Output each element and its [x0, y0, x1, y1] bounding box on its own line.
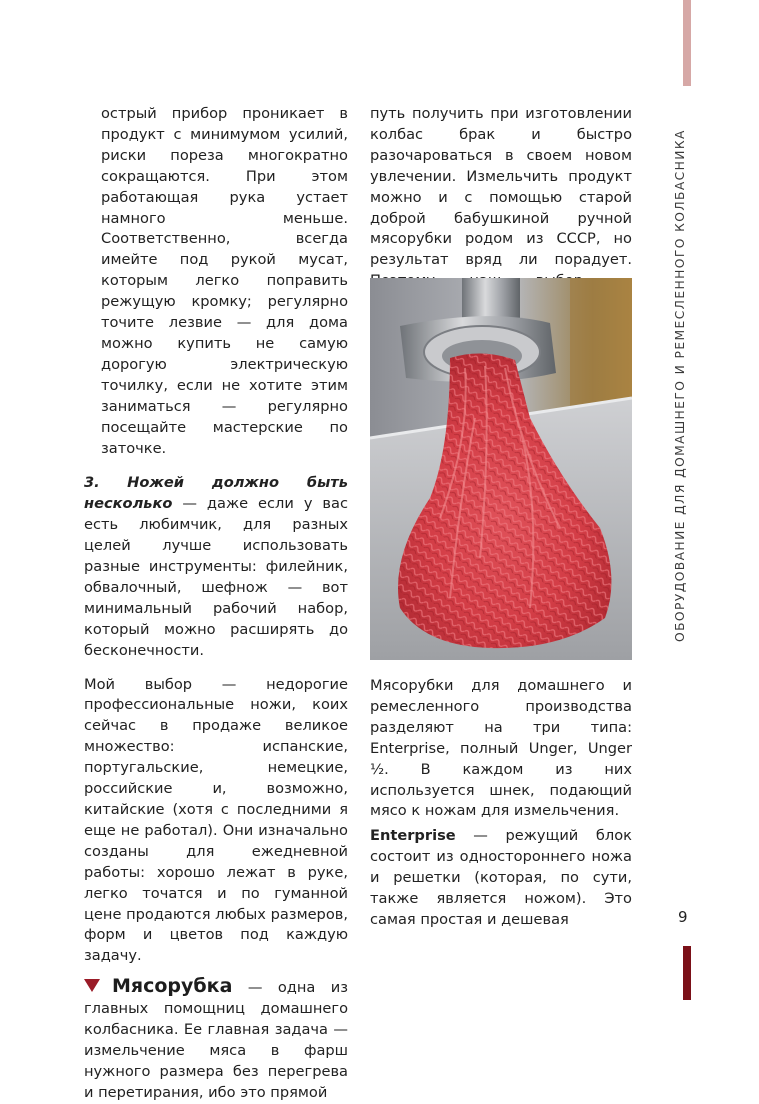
side-accent-bar-bottom: [683, 946, 691, 1000]
meat-grinder-photo: [370, 278, 632, 660]
side-accent-bar-top: [683, 0, 691, 86]
left-column: [84, 104, 348, 1104]
section-text: — одна из главных помощниц домашнего колбасника. Ее главная задача — измельчение мяса в фарш нужного размера без перегрева и перетирания, ибо это прямой: [84, 979, 348, 1101]
section-marker-icon: [84, 979, 100, 992]
list-number: 3.: [84, 474, 100, 492]
paragraph-grinder-types: Мясорубки для домашнего и ремесленного производства разделяют на три типа: Enterprise, полный Unger, Unger ½. В каждом из них используется шнек, подающий мясо к ножам для измельчения.: [370, 677, 632, 820]
section-title: Мясорубка: [112, 975, 233, 998]
paragraph-sharp-tool: острый прибор проникает в продукт с минимумом усилий, риски пореза многократно сокращаются. При этом работающая рука устает намного меньше. Соответственно, всегда имейте под рукой мусат, которым легко поправить режущую кромку; регулярно точите лезвие — для дома можно купить не самую дорогую электрическую точилку, если не хотите этим заниматься — регулярно посещайте мастерские по заточке.: [101, 105, 348, 457]
paragraph-knife-choice: Мой выбор — недорогие профессиональные ножи, коих сейчас в продаже великое множество: испанские, португальские, немецкие, российские и, возможно, китайские (хотя с последними я еще не работал). Они изначально созданы для ежедневной работы: хорошо лежат в руке, легко точатся и по гуманной цене продаются любых размеров, форм и цветов под каждую задачу.: [84, 675, 348, 965]
list-item-text: — даже если у вас есть любимчик, для разных целей лучше использовать разные инструменты: филейник, обвалочный, шефнож — вот минимальный рабочий набор, который можно расширять до бесконечности.: [84, 495, 348, 659]
enterprise-label: Enterprise: [370, 827, 456, 845]
paragraph-grinder-choice: путь получить при изготовлении колбас брак и быстро разочароваться в своем новом увлечении. Измельчить продукт можно и с помощью старой доброй бабушкиной ручной мясорубки родом из СССР, но результат вряд ли порадует.: [370, 105, 632, 269]
section-meat-grinder: [84, 976, 348, 1103]
running-chapter-title: ОБОРУДОВАНИЕ ДЛЯ ДОМАШНЕГО И РЕМЕСЛЕННОГО КОЛБАСНИКА: [673, 129, 687, 642]
list-item-3: [84, 473, 348, 661]
page-number: 9: [678, 908, 688, 926]
enterprise-text: — режущий блок состоит из одностороннего ножа и решетки (которая, по сути, также является ножом). Это самая простая и дешевая: [370, 827, 632, 928]
list-item-heading: Ножей должно быть несколько: [84, 474, 348, 513]
paragraph-enterprise: [370, 826, 632, 931]
right-column-lower: [370, 676, 632, 931]
